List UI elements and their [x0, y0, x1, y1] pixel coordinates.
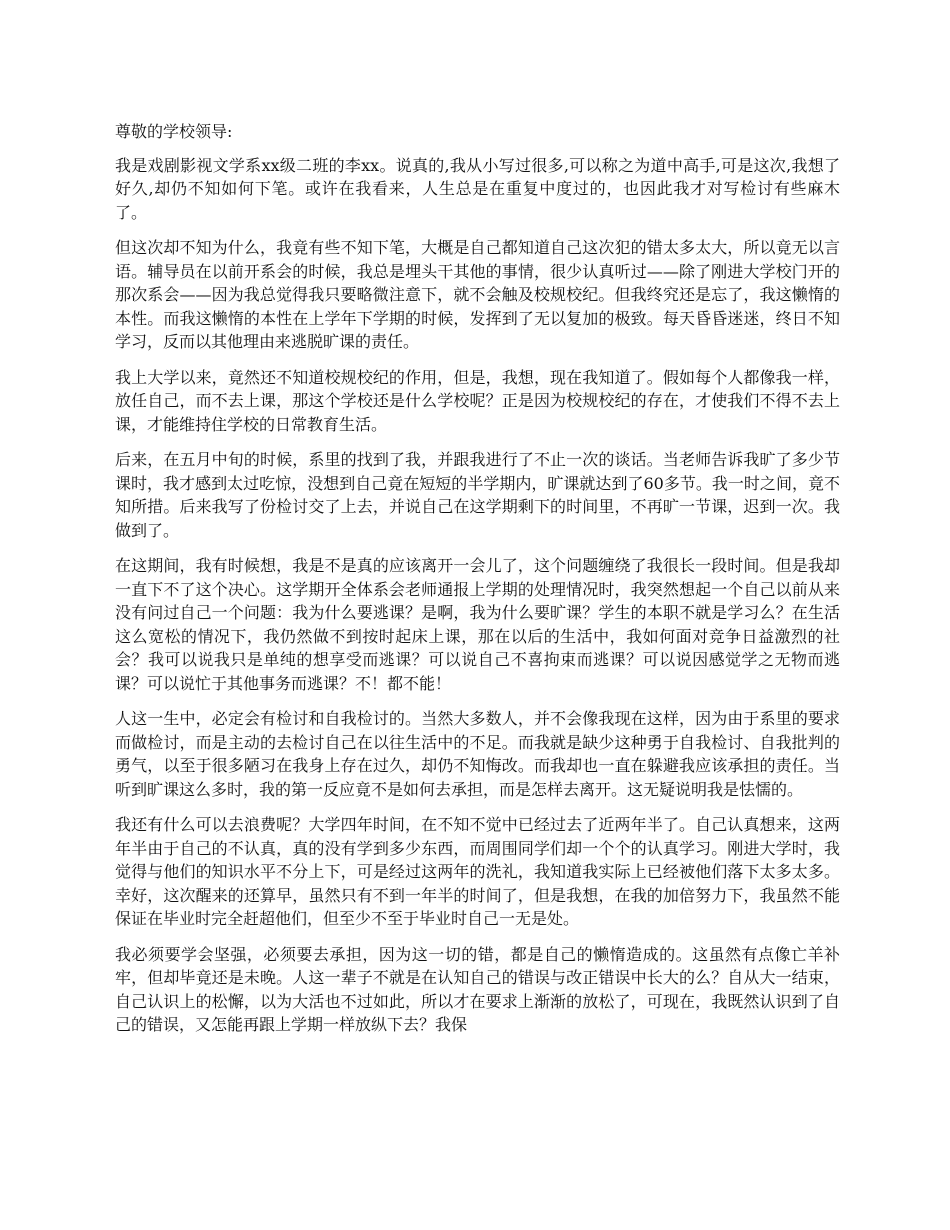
document-page: [115, 120, 840, 1049]
paragraph-8: 我必须要学会坚强，必须要去承担，因为这一切的错，都是自己的懒惰造成的。这虽然有点像亡羊补牢，但却毕竟还是未晚。人这一辈子不就是在认知自己的错误与改正错误中长大的么？自从大一结束，自己认识上的松懈，以为大活也不过如此，所以才在要求上渐渐的放松了，可现在，我既然认识到了自己的错误，又怎能再跟上学期一样放纵下去？我保: [115, 944, 840, 1034]
paragraph-6: 人这一生中，必定会有检讨和自我检讨的。当然大多数人，并不会像我现在这样，因为由于系里的要求而做检讨，而是主动的去检讨自己在以往生活中的不足。而我就是缺少这种勇于自我检讨、自我批判的勇气，以至于很多陋习在我身上存在过久，却仍不知悔改。而我却也一直在躲避我应该承担的责任。当听到旷课这么多时，我的第一反应竟不是如何去承担，而是怎样去离开。这无疑说明我是怯懦的。: [115, 709, 840, 799]
paragraph-7: 我还有什么可以去浪费呢？大学四年时间，在不知不觉中已经过去了近两年半了。自己认真想来，这两年半由于自己的不认真，真的没有学到多少东西，而周围同学们却一个个的认真学习。刚进大学时，我觉得与他们的知识水平不分上下，可是经过这两年的洗礼，我知道我实际上已经被他们落下太多太多。幸好，这次醒来的还算早，虽然只有不到一年半的时间了，但是我想，在我的加倍努力下，我虽然不能保证在毕业时完全赶超他们，但至少不至于毕业时自己一无是处。: [115, 815, 840, 928]
paragraph-3: 我上大学以来，竟然还不知道校规校纪的作用，但是，我想，现在我知道了。假如每个人都像我一样，放任自己，而不去上课，那这个学校还是什么学校呢？正是因为校规校纪的存在，才使我们不得不去上课，才能维持住学校的日常教育生活。: [115, 367, 840, 434]
paragraph-2: 但这次却不知为什么，我竟有些不知下笔，大概是自己都知道自己这次犯的错太多太大，所以竟无以言语。辅导员在以前开系会的时候，我总是埋头干其他的事情，很少认真听过——除了刚进大学校门开的那次系会——因为我总觉得我只要略微注意下，就不会触及校规校纪。但我终究还是忘了，我这懒惰的本性。而我这懒惰的本性在上学年下学期的时候，发挥到了无以复加的极致。每天昏昏迷迷，终日不知学习，反而以其他理由来逃脱旷课的责任。: [115, 238, 840, 351]
paragraph-5: 在这期间，我有时候想，我是不是真的应该离开一会儿了，这个问题缠绕了我很长一段时间。但是我却一直下不了这个决心。这学期开全体系会老师通报上学期的处理情况时，我突然想起一个自己以前从来没有问过自己一个问题：我为什么要逃课？是啊，我为什么要旷课？学生的本职不就是学习么？在生活这么宽松的情况下，我仍然做不到按时起床上课，那在以后的生活中，我如何面对竞争日益激烈的社会？我可以说我只是单纯的想享受而逃课？可以说自己不喜拘束而逃课？可以说因感觉学之无物而逃课？可以说忙于其他事务而逃课？不！都不能！: [115, 556, 840, 693]
salutation: 尊敬的学校领导:: [115, 122, 233, 141]
paragraph-4: 后来，在五月中旬的时候，系里的找到了我，并跟我进行了不止一次的谈话。当老师告诉我旷了多少节课时，我才感到太过吃惊，没想到自己竟在短短的半学期内，旷课就达到了60多节。我一时之间，竟不知所措。后来我写了份检讨交了上去，并说自己在这学期剩下的时间里，不再旷一节课，迟到一次。我做到了。: [115, 450, 840, 540]
paragraph-1: 我是戏剧影视文学系xx级二班的李xx。说真的,我从小写过很多,可以称之为道中高手,可是这次,我想了好久,却仍不知如何下笔。或许在我看来，人生总是在重复中度过的，也因此我才对写检讨有些麻木了。: [115, 155, 840, 222]
